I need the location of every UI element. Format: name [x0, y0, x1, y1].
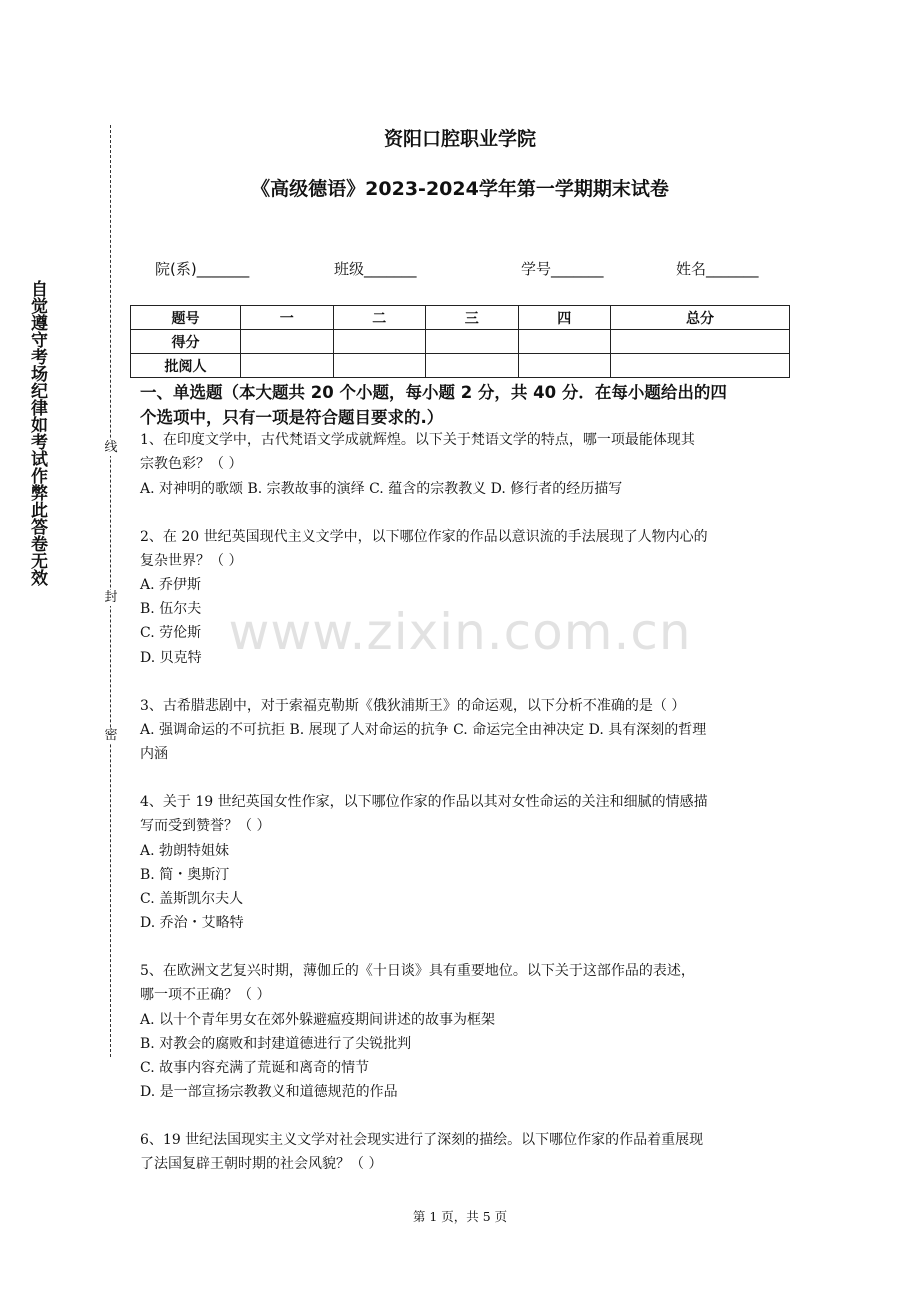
dept-field[interactable]: 院(系)_______	[155, 260, 250, 278]
option-line: A. 以十个青年男女在郊外躲避瘟疫期间讲述的故事为框架	[140, 1012, 496, 1028]
score-table	[130, 305, 790, 378]
option-line: C. 盖斯凯尔夫人	[140, 891, 244, 907]
score-cell[interactable]	[333, 330, 426, 354]
name-field[interactable]: 姓名_______	[676, 260, 759, 278]
option-line: D. 是一部宣扬宗教教义和道德规范的作品	[140, 1084, 398, 1100]
page-footer: 第 1 页，共 5 页	[412, 1209, 508, 1224]
grader-cell[interactable]	[333, 354, 426, 378]
question-line: 4、关于 19 世纪英国女性作家，以下哪位作家的作品以其对女性命运的关注和细腻的情感描	[140, 794, 708, 810]
score-header-cell: 二	[333, 306, 426, 330]
question-line: 复杂世界？（ ）	[140, 553, 243, 569]
grader-cell[interactable]	[611, 354, 790, 378]
option-line: C. 故事内容充满了荒诞和离奇的情节	[140, 1060, 370, 1076]
seal-char-line: 线	[104, 440, 118, 455]
watermark: www.zixin.com.cn	[228, 603, 692, 661]
option-line: 内涵	[140, 746, 168, 762]
question-line: 写而受到赞誉？（ ）	[140, 818, 271, 834]
class-field[interactable]: 班级_______	[334, 260, 417, 278]
score-header-cell: 总分	[611, 306, 790, 330]
score-cell[interactable]	[426, 330, 519, 354]
score-header-cell: 三	[426, 306, 519, 330]
score-header-cell: 一	[241, 306, 334, 330]
score-header-cell: 题号	[131, 306, 241, 330]
option-line: B. 简・奥斯汀	[140, 867, 230, 883]
score-row	[131, 330, 790, 354]
grader-cell[interactable]	[426, 354, 519, 378]
option-line: A. 乔伊斯	[140, 577, 202, 593]
question-line: 1、在印度文学中，古代梵语文学成就辉煌。以下关于梵语文学的特点，哪一项最能体现其	[140, 432, 695, 448]
question-line: 3、古希腊悲剧中，对于索福克勒斯《俄狄浦斯王》的命运观，以下分析不准确的是（ ）	[140, 698, 686, 714]
score-header-cell: 四	[518, 306, 611, 330]
question-line: 5、在欧洲文艺复兴时期，薄伽丘的《十日谈》具有重要地位。以下关于这部作品的表述，	[140, 963, 695, 979]
score-row-label: 得分	[131, 330, 241, 354]
option-line: C. 劳伦斯	[140, 625, 202, 641]
section-heading-line: 个选项中，只有一项是符合题目要求的.）	[140, 408, 444, 427]
student-id-field[interactable]: 学号_______	[521, 260, 604, 278]
option-line: A. 强调命运的不可抗拒 B. 展现了人对命运的抗争 C. 命运完全由神决定 D. 具有深刻的哲理	[140, 722, 707, 738]
option-line: B. 伍尔夫	[140, 601, 202, 617]
seal-char-secret: 密	[104, 728, 118, 743]
score-table-header-row	[131, 306, 790, 330]
question-line: 哪一项不正确？（ ）	[140, 987, 271, 1003]
score-cell[interactable]	[611, 330, 790, 354]
question-line: 了法国复辟王朝时期的社会风貌？（ ）	[140, 1156, 383, 1172]
option-line: D. 贝克特	[140, 650, 202, 666]
grader-row	[131, 354, 790, 378]
score-cell[interactable]	[518, 330, 611, 354]
binding-warning: 自觉遵守考场纪律如考试作弊此答卷无效	[27, 280, 47, 586]
question-line: 宗教色彩？（ ）	[140, 456, 243, 472]
question-line: 6、19 世纪法国现实主义文学对社会现实进行了深刻的描绘。以下哪位作家的作品着重展现	[140, 1132, 704, 1148]
school-title: 资阳口腔职业学院	[383, 128, 536, 150]
option-line: D. 乔治・艾略特	[140, 915, 244, 931]
grader-cell[interactable]	[518, 354, 611, 378]
question-line: 2、在 20 世纪英国现代主义文学中，以下哪位作家的作品以意识流的手法展现了人物内心的	[140, 529, 708, 545]
section-heading-line: 一、单选题（本大题共 20 个小题，每小题 2 分，共 40 分．在每小题给出的四	[140, 383, 727, 402]
seal-char-seal: 封	[104, 590, 118, 605]
exam-title: 《高级德语》2023-2024学年第一学期期末试卷	[251, 178, 669, 200]
score-cell[interactable]	[241, 330, 334, 354]
option-line: A. 对神明的歌颂 B. 宗教故事的演绎 C. 蕴含的宗教教义 D. 修行者的经历描写	[140, 481, 623, 497]
student-info-row	[0, 258, 920, 282]
grader-cell[interactable]	[241, 354, 334, 378]
section-heading	[140, 380, 790, 430]
option-line: A. 勃朗特姐妹	[140, 843, 230, 859]
option-line: B. 对教会的腐败和封建道德进行了尖锐批判	[140, 1036, 412, 1052]
grader-row-label: 批阅人	[131, 354, 241, 378]
